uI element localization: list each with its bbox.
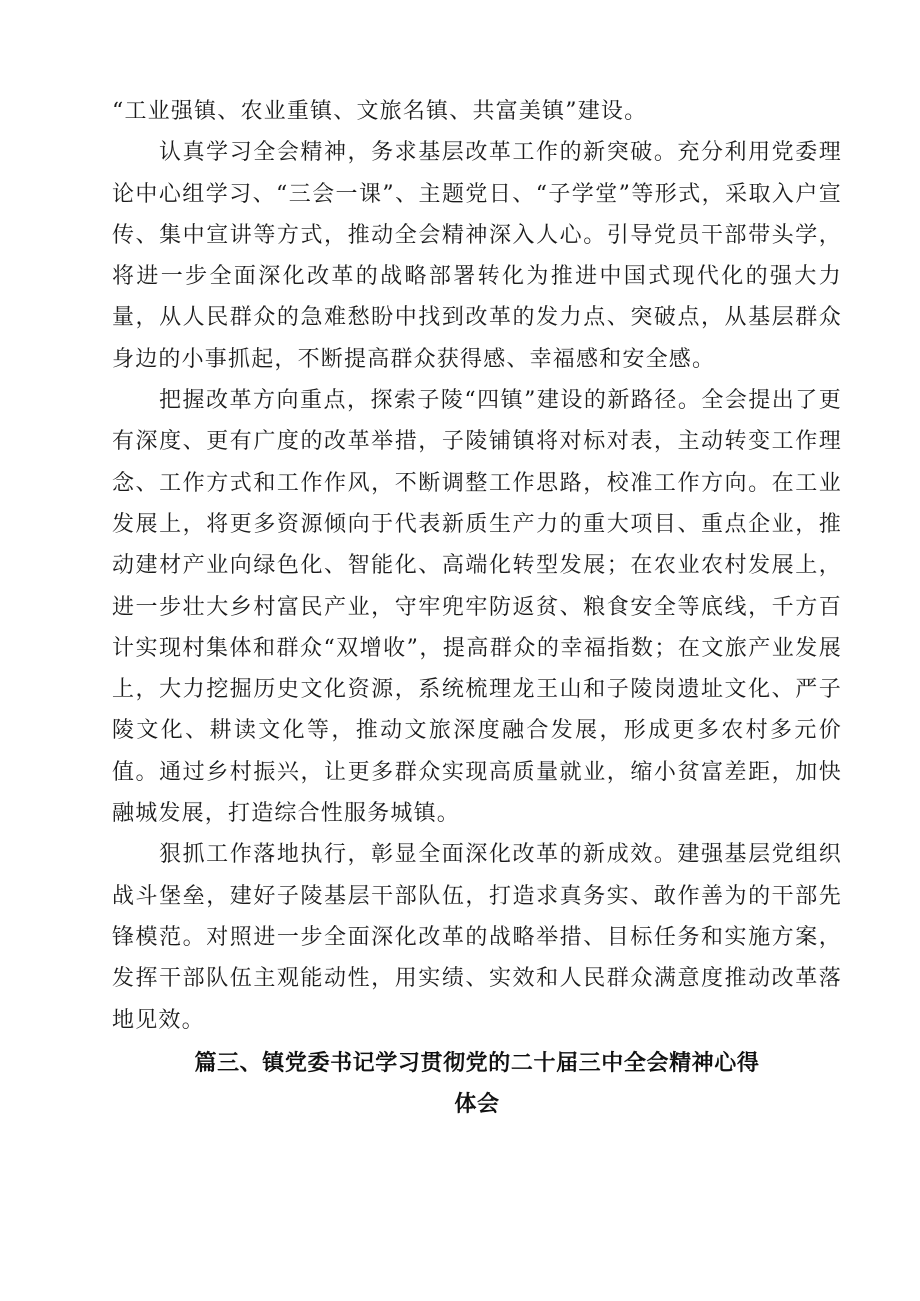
section-heading-line-1: 篇三、镇党委书记学习贯彻党的二十届三中全会精神心得 [194,1050,760,1076]
paragraph-continuation: “工业强镇、农业重镇、文旅名镇、共富美镇”建设。 [112,99,648,124]
paragraph-reform-direction: 把握改革方向重点，探索子陵“四镇”建设的新路径。全会提出了更有深度、更有广度的改革举措，子陵铺镇将对标对表，主动转变工作理念、工作方式和工作作风，不断调整工作思路，校准工作方向。在工业发展上，将更多资源倾向于代表新质生产力的重大项目、重点企业，推动建材产业向绿色化、智能化、高端化转型发展；在农业农村发展上，进一步壮大乡村富民产业，守牢兜牢防返贫、粮食安全等底线，千方百计实现村集体和群众“双增收”，提高群众的幸福指数；在文旅产业发展上，大力挖掘历史文化资源，系统梳理龙王山和子陵岗遗址文化、严子陵文化、耕读文化等，推动文旅深度融合发展，形成更多农村多元价值。通过乡村振兴，让更多群众实现高质量就业，缩小贫富差距，加快融城发展，打造综合性服务城镇。 [112,388,842,827]
section-heading-line-2: 体会 [454,1091,500,1117]
section-heading [112,1043,842,1125]
paragraph-study-spirit: 认真学习全会精神，务求基层改革工作的新突破。充分利用党委理论中心组学习、“三会一课”、主题党日、“子学堂”等形式，采取入户宣传、集中宣讲等方式，推动全会精神深入人心。引导党员干部带头学，将进一步全面深化改革的战略部署转化为推进中国式现代化的强大力量，从人民群众的急难愁盼中找到改革的发力点、突破点，从基层群众身边的小事抓起，不断提高群众获得感、幸福感和安全感。 [112,140,842,372]
paragraph-implementation: 狠抓工作落地执行，彰显全面深化改革的新成效。建强基层党组织战斗堡垒，建好子陵基层干部队伍，打造求真务实、敢作善为的干部先锋模范。对照进一步全面深化改革的战略举措、目标任务和实施方案，发挥干部队伍主观能动性，用实绩、实效和人民群众满意度推动改革落地见效。 [112,842,842,1033]
